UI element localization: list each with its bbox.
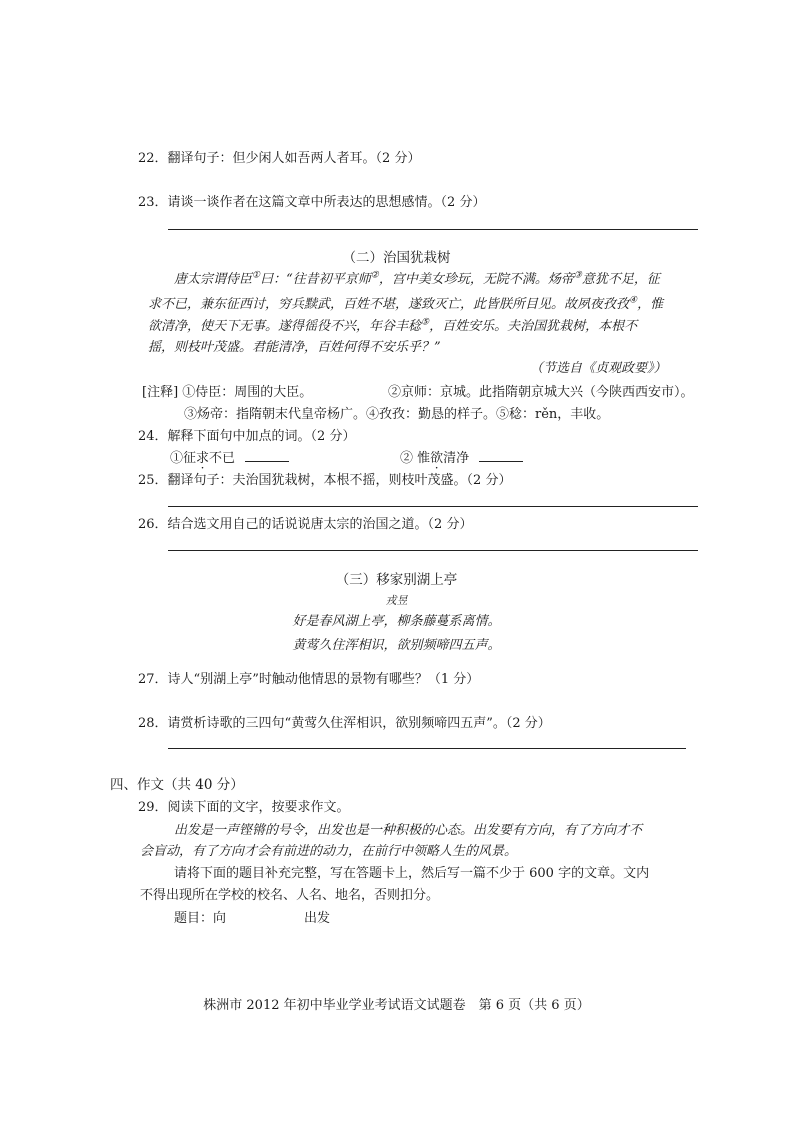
passage-2-text: 意犹不足，征 xyxy=(581,272,660,287)
section-3-title: （三）移家别湖上亭 xyxy=(335,572,458,588)
footnote-marker: ② xyxy=(370,270,379,281)
answer-line-25 xyxy=(168,506,698,507)
essay-prompt-line-1: 出发是一声铿锵的号令，出发也是一种积极的心态。出发要有方向，有了方向才不 xyxy=(174,823,643,838)
passage-2-text: 曰：“往昔初平京师 xyxy=(260,272,371,287)
passage-2-line-1 xyxy=(174,268,660,287)
passage-2-text: ，惟 xyxy=(637,297,664,312)
essay-title-label: 题目： xyxy=(174,911,214,926)
question-22: 22．翻译句子：但少闲人如吾两人者耳。（2 分） xyxy=(138,151,421,166)
answer-blank-24-2[interactable] xyxy=(479,449,523,462)
answer-line-26 xyxy=(168,550,698,551)
essay-requirement-line-1: 请将下面的题目补充完整，写在答题卡上，然后写一篇不少于 600 字的文章。文内 xyxy=(174,866,650,881)
poem-line-1: 好是春风湖上亭，柳条藤蔓系离情。 xyxy=(292,614,501,629)
answer-line-23 xyxy=(168,229,698,230)
notes-label: [注释] xyxy=(142,385,179,400)
word-text: 清净 xyxy=(443,451,470,466)
essay-title-word: 向 xyxy=(213,911,227,926)
question-28: 28．请赏析诗歌的三四句“黄莺久住浑相识，欲别频啼四五声”。（2 分） xyxy=(138,716,551,731)
essay-title-word: 出发 xyxy=(304,911,331,926)
question-23: 23．请谈一谈作者在这篇文章中所表达的思想感情。（2 分） xyxy=(138,195,486,210)
question-27: 27．诗人“别湖上亭”时触动他情思的景物有哪些？（1 分） xyxy=(138,672,480,687)
answer-line-28 xyxy=(168,748,686,749)
passage-2-text: 唐太宗谓侍臣 xyxy=(174,272,253,287)
dotted-word: 求 xyxy=(196,451,210,466)
note-2: ②京师：京城。此指隋朝京城大兴（今陕西西安市）。 xyxy=(388,385,694,400)
question-24-item-1 xyxy=(170,447,289,466)
answer-blank-24-1[interactable] xyxy=(245,449,289,462)
word-text: ② 惟 xyxy=(400,451,431,466)
passage-2-text: ，百姓安乐。夫治国犹栽树，本根不 xyxy=(429,319,638,334)
passage-2-text: ，宫中美女珍玩，无院不满。炀帝 xyxy=(378,272,574,287)
note-3: ③炀帝：指隋朝末代皇帝杨广。④孜孜：勤恳的样子。⑤稔：rěn，丰收。 xyxy=(184,407,610,422)
page-footer: 株洲市 2012 年初中毕业学业考试语文试题卷 第 6 页（共 6 页） xyxy=(203,998,590,1013)
poem-author: 戎昱 xyxy=(385,594,408,607)
footnote-marker: ⑤ xyxy=(421,317,430,328)
footnote-marker: ① xyxy=(252,270,261,281)
word-text: 不已 xyxy=(209,451,236,466)
poem-line-2: 黄莺久住浑相识，欲别频啼四五声。 xyxy=(292,638,501,653)
passage-2-line-4: 摇，则枝叶茂盛。君能清净，百姓何得不安乐乎？” xyxy=(148,340,441,355)
section-4-title: 四、作文（共 40 分） xyxy=(110,777,244,793)
note-1: ①侍臣：周围的大臣。 xyxy=(182,385,313,400)
passage-2-text: 求不已，兼东征西讨，穷兵黩武，百姓不堪，遂致灭亡，此皆朕所目见。故夙夜孜孜 xyxy=(148,297,630,312)
footnote-marker: ③ xyxy=(573,270,582,281)
passage-2-line-3 xyxy=(148,315,637,334)
footnote-marker: ④ xyxy=(629,295,638,306)
passage-2-text: 欲清净，使天下无事。遂得徭役不兴，年谷丰稔 xyxy=(148,319,422,334)
essay-prompt-line-2: 会盲动，有了方向才会有前进的动力，在前行中领略人生的风景。 xyxy=(140,844,518,859)
essay-requirement-line-2: 不得出现所在学校的校名、人名、地名，否则扣分。 xyxy=(140,888,440,903)
passage-2-line-2 xyxy=(148,293,663,312)
passage-2-source: （节选自《贞观政要》） xyxy=(530,361,667,376)
question-29: 29．阅读下面的文字，按要求作文。 xyxy=(138,800,350,815)
question-24-item-2 xyxy=(400,447,523,466)
dotted-word: 欲 xyxy=(430,451,444,466)
word-text: ①征 xyxy=(170,451,197,466)
question-25: 25．翻译句子：夫治国犹栽树，本根不摇，则枝叶茂盛。（2 分） xyxy=(138,473,512,488)
essay-title-line xyxy=(174,907,330,926)
section-2-title: （二）治国犹栽树 xyxy=(342,250,451,266)
notes-line-1 xyxy=(142,381,312,400)
question-24: 24．解释下面句中加点的词。（2 分） xyxy=(138,429,356,444)
question-26: 26．结合选文用自己的话说说唐太宗的治国之道。（2 分） xyxy=(138,517,473,532)
